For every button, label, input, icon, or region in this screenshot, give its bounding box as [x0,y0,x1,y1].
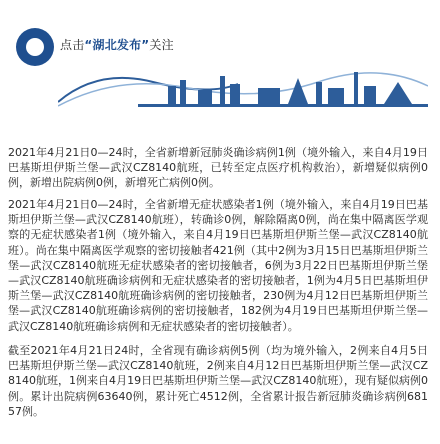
follow-prefix: 点击 [60,38,85,52]
follow-prompt[interactable] [60,36,174,53]
follow-suffix: 关注 [149,38,174,52]
account-header [0,0,440,118]
cumulative-paragraph: 截至2021年4月21日24时，全省现有确诊病例5例（均为境外输入，2例来自4月5日巴基斯坦伊斯兰堡—武汉CZ8140航班，2例来自4月12日巴基斯坦伊斯兰堡—武汉CZ8140航班，1例来自4月19日巴基斯坦伊斯兰堡—武汉CZ8140航班），现有疑似病例0例。累计出院病例63640例，累计死亡4512例，全省累计报告新冠肺炎确诊病例68157例。 [8,344,428,418]
new-cases-paragraph: 2021年4月21日0—24时，全省新增新冠肺炎确诊病例1例（境外输入，来自4月19日巴基斯坦伊斯兰堡—武汉CZ8140航班，已转至定点医疗机构救治），新增疑似病例0例，新增出院病例0例，新增死亡病例0例。 [8,146,428,190]
hubei-fabu-logo-icon [16,28,54,66]
asymptomatic-paragraph: 2021年4月21日0—24时，全省新增无症状感染者1例（境外输入，来自4月19日巴基斯坦伊斯兰堡—武汉CZ8140航班），转确诊0例，解除隔离0例，尚在集中隔离医学观察的无症状感染者1例（境外输入，来自4月19日巴基斯坦伊斯兰堡—武汉CZ8140航班）。尚在集中隔离医学观察的密切接触者421例（其中2例为3月15日巴基斯坦伊斯兰堡—武汉CZ8140航班无症状感染者的密切接触者，6例为3月22日巴基斯坦伊斯兰堡—武汉CZ8140航班确诊病例和无症状感染者的密切接触者，1例为4月5日巴基斯坦伊斯兰堡—武汉CZ8140航班确诊病例的密切接触者，230例为4月12日巴基斯坦伊斯兰堡—武汉CZ8140航班确诊病例的密切接触者，182例为4月19日巴基斯坦伊斯兰堡—武汉CZ8140航班确诊病例和无症状感染者的密切接触者）。 [8,198,428,333]
city-skyline-banner-icon [58,58,428,112]
follow-account-name: “湖北发布” [84,38,150,52]
